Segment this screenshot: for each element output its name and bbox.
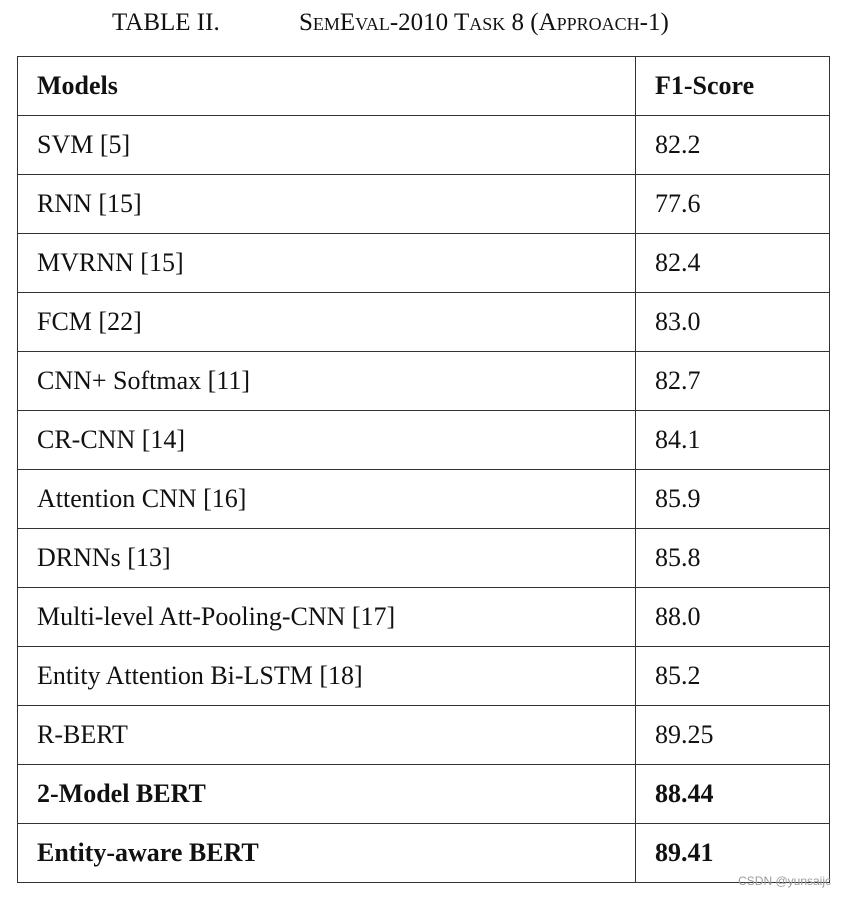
table-caption — [0, 6, 846, 40]
table-row — [18, 824, 830, 883]
model-cell: MVRNN [15] — [18, 234, 636, 293]
table-row — [18, 529, 830, 588]
table-row — [18, 411, 830, 470]
score-cell: 83.0 — [636, 293, 830, 352]
model-cell: Entity Attention Bi-LSTM [18] — [18, 647, 636, 706]
model-cell: R-BERT — [18, 706, 636, 765]
model-cell: Multi-level Att-Pooling-CNN [17] — [18, 588, 636, 647]
table-row — [18, 470, 830, 529]
table-row — [18, 116, 830, 175]
score-cell: 85.2 — [636, 647, 830, 706]
header-f1-score: F1-Score — [636, 57, 830, 116]
model-cell: FCM [22] — [18, 293, 636, 352]
model-cell: SVM [5] — [18, 116, 636, 175]
table-row — [18, 175, 830, 234]
score-cell: 82.7 — [636, 352, 830, 411]
model-cell: RNN [15] — [18, 175, 636, 234]
watermark: CSDN @yunsaijc — [738, 874, 831, 888]
table-row — [18, 352, 830, 411]
table-row — [18, 293, 830, 352]
score-cell: 82.4 — [636, 234, 830, 293]
table-row — [18, 647, 830, 706]
header-models: Models — [18, 57, 636, 116]
table-row — [18, 706, 830, 765]
results-table — [17, 56, 830, 883]
table-row — [18, 765, 830, 824]
model-cell: DRNNs [13] — [18, 529, 636, 588]
model-cell: CR-CNN [14] — [18, 411, 636, 470]
table-row — [18, 234, 830, 293]
score-cell: 89.41 — [636, 824, 830, 883]
score-cell: 84.1 — [636, 411, 830, 470]
header-row — [18, 57, 830, 116]
score-cell: 77.6 — [636, 175, 830, 234]
table-row — [18, 588, 830, 647]
score-cell: 88.44 — [636, 765, 830, 824]
score-cell: 85.8 — [636, 529, 830, 588]
score-cell: 89.25 — [636, 706, 830, 765]
score-cell: 88.0 — [636, 588, 830, 647]
score-cell: 82.2 — [636, 116, 830, 175]
table-number: TABLE II. — [112, 9, 220, 36]
model-cell: CNN+ Softmax [11] — [18, 352, 636, 411]
model-cell: Attention CNN [16] — [18, 470, 636, 529]
model-cell: Entity-aware BERT — [18, 824, 636, 883]
score-cell: 85.9 — [636, 470, 830, 529]
model-cell: 2-Model BERT — [18, 765, 636, 824]
table-title: SemEval-2010 Task 8 (Approach-1) — [299, 9, 669, 36]
